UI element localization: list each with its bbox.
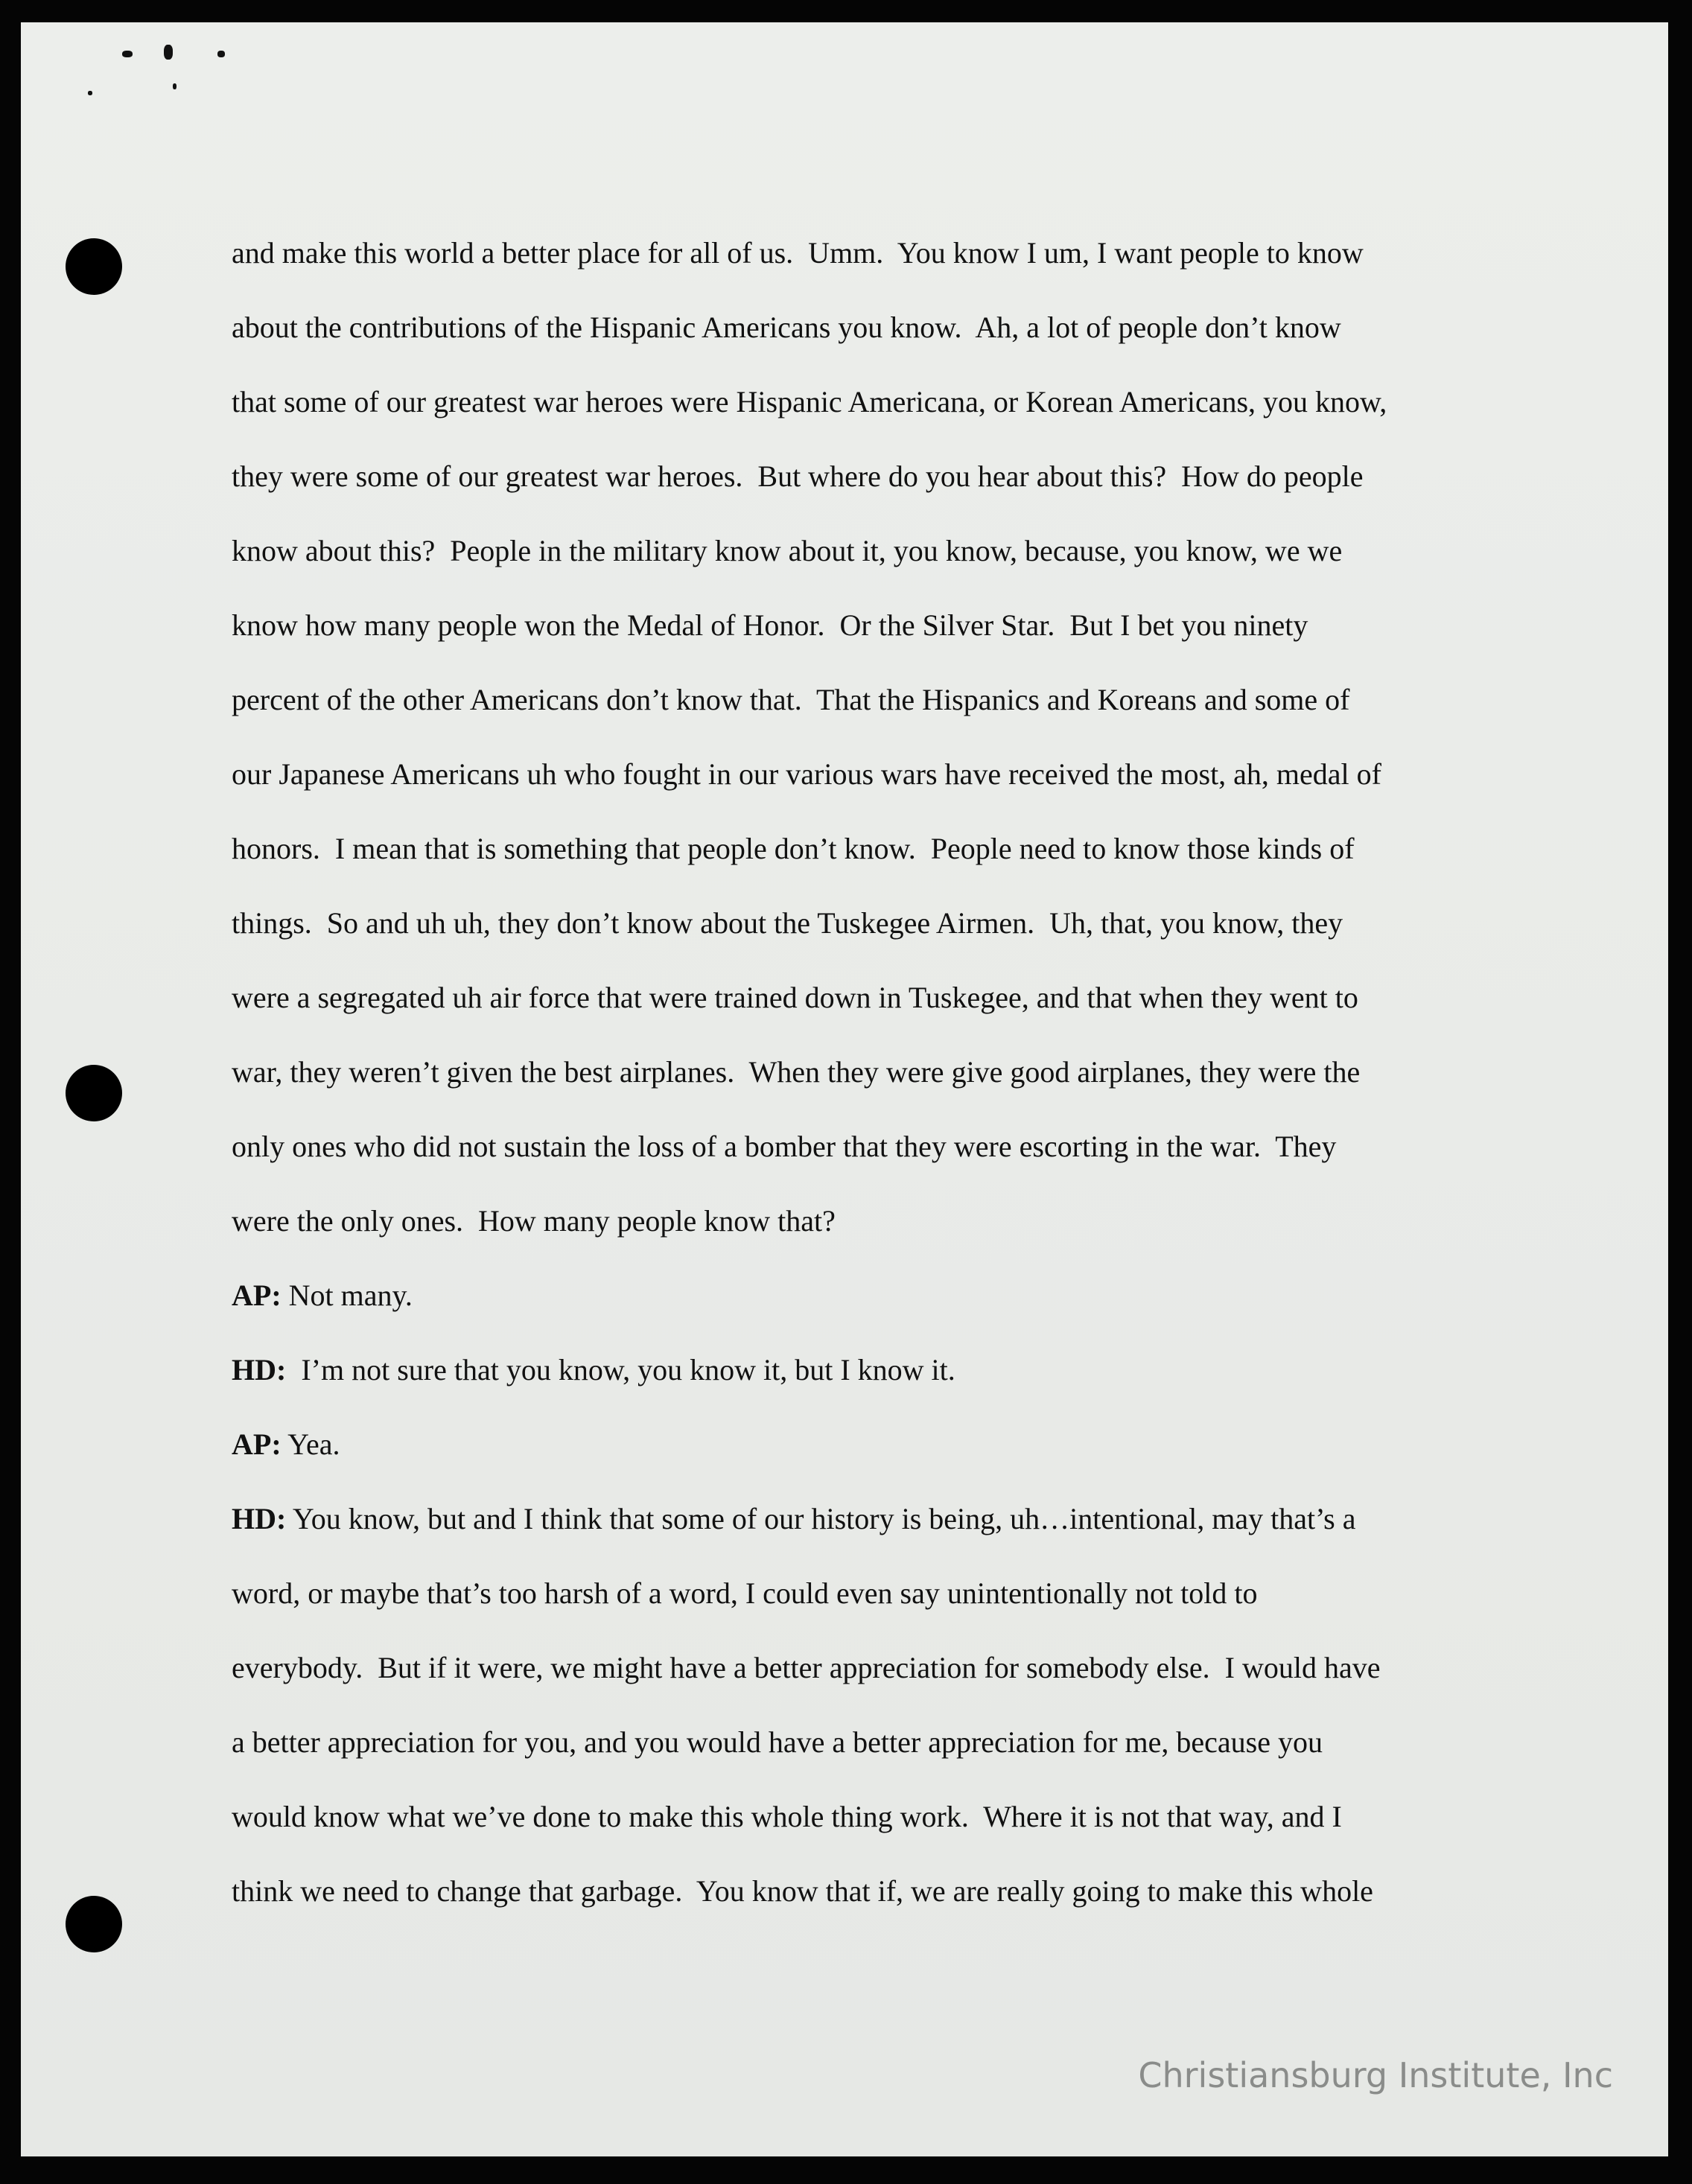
line-text: know about this? People in the military know about it, you know, because, you know, we we (232, 534, 1343, 567)
paper-speck (173, 83, 176, 89)
transcript-page (21, 22, 1668, 2156)
speaker-label: AP: (232, 1279, 282, 1312)
punch-hole-bottom (66, 1896, 122, 1952)
line-text: Not many. (281, 1279, 413, 1312)
punch-hole-top (66, 238, 122, 295)
transcript-line (232, 305, 1513, 380)
line-text: a better appreciation for you, and you would have a better appreciation for me, because you (232, 1725, 1323, 1759)
transcript-line (232, 1348, 1513, 1422)
line-text: were the only ones. How many people know that? (232, 1204, 836, 1238)
line-text: everybody. But if it were, we might have a better appreciation for somebody else. I would have (232, 1651, 1381, 1684)
transcript-line (232, 1571, 1513, 1646)
transcript-line (232, 1050, 1513, 1124)
transcript-line (232, 752, 1513, 827)
line-text: things. So and uh uh, they don’t know about the Tuskegee Airmen. Uh, that, you know, they (232, 906, 1343, 940)
transcript-line (232, 603, 1513, 678)
line-text: think we need to change that garbage. You know that if, we are really going to make this whole (232, 1874, 1373, 1908)
line-text: would know what we’ve done to make this whole thing work. Where it is not that way, and I (232, 1800, 1342, 1833)
line-text: word, or maybe that’s too harsh of a word, I could even say unintentionally not told to (232, 1576, 1258, 1610)
speaker-label: HD: (232, 1502, 287, 1535)
line-text: percent of the other Americans don’t know that. That the Hispanics and Koreans and some of (232, 683, 1350, 716)
transcript-line (232, 678, 1513, 752)
speaker-label: HD: (232, 1353, 287, 1387)
paper-speck (122, 51, 133, 57)
line-text: You know, but and I think that some of our history is being, uh…intentional, may that’s a (286, 1502, 1356, 1535)
line-text: know how many people won the Medal of Honor. Or the Silver Star. But I bet you ninety (232, 608, 1308, 642)
line-text: war, they weren’t given the best airplanes. When they were give good airplanes, they were the (232, 1055, 1361, 1089)
transcript-line (232, 380, 1513, 454)
line-text: about the contributions of the Hispanic Americans you know. Ah, a lot of people don’t know (232, 311, 1341, 344)
line-text: they were some of our greatest war heroes. But where do you hear about this? How do people (232, 459, 1364, 493)
transcript-line (232, 1720, 1513, 1795)
line-text: I’m not sure that you know, you know it, but I know it. (286, 1353, 955, 1387)
paper-speck (217, 51, 225, 57)
transcript-line (232, 1646, 1513, 1720)
line-text: and make this world a better place for all of us. Umm. You know I um, I want people to know (232, 236, 1364, 270)
transcript-line (232, 454, 1513, 529)
transcript-line (232, 1124, 1513, 1199)
transcript-line (232, 1422, 1513, 1497)
transcript-line (232, 827, 1513, 901)
line-text: only ones who did not sustain the loss of a bomber that they were escorting in the war. They (232, 1130, 1337, 1163)
speaker-label: AP: (232, 1427, 282, 1461)
line-text: that some of our greatest war heroes were Hispanic Americana, or Korean Americans, you know, (232, 385, 1387, 418)
transcript-line (232, 1869, 1513, 1943)
transcript-line (232, 529, 1513, 603)
paper-speck (164, 45, 173, 60)
punch-hole-middle (66, 1065, 122, 1121)
transcript-line (232, 1273, 1513, 1348)
transcript-line (232, 1795, 1513, 1869)
transcript-body (232, 231, 1513, 1943)
transcript-line (232, 1497, 1513, 1571)
transcript-line (232, 1199, 1513, 1273)
watermark: Christiansburg Institute, Inc (1138, 2055, 1613, 2095)
line-text: our Japanese Americans uh who fought in our various wars have received the most, ah, medal of (232, 757, 1381, 791)
transcript-line (232, 231, 1513, 305)
transcript-line (232, 901, 1513, 975)
paper-speck (88, 91, 92, 95)
line-text: Yea. (281, 1427, 340, 1461)
transcript-line (232, 975, 1513, 1050)
line-text: honors. I mean that is something that people don’t know. People need to know those kinds of (232, 832, 1355, 865)
line-text: were a segregated uh air force that were trained down in Tuskegee, and that when they went to (232, 981, 1358, 1014)
